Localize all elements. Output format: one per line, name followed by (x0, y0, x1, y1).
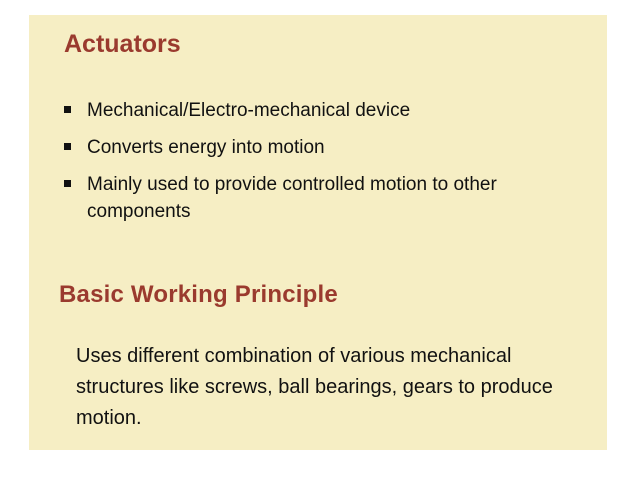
bullet-item (59, 97, 579, 124)
principle-paragraph: Uses different combination of various mechanical structures like screws, ball bearings, gears to produce motion. (76, 345, 553, 429)
square-bullet-icon (64, 143, 71, 150)
bullet-text: Mainly used to provide controlled motion to other components (87, 174, 497, 222)
bullet-text: Converts energy into motion (87, 137, 325, 158)
slide-title: Actuators (64, 30, 181, 58)
bullet-list (59, 97, 579, 235)
bullet-item (59, 171, 579, 225)
square-bullet-icon (64, 106, 71, 113)
section-title: Basic Working Principle (59, 281, 338, 308)
bullet-text: Mechanical/Electro-mechanical device (87, 100, 411, 121)
bullet-item (59, 134, 579, 161)
slide-panel (29, 15, 607, 450)
square-bullet-icon (64, 180, 71, 187)
